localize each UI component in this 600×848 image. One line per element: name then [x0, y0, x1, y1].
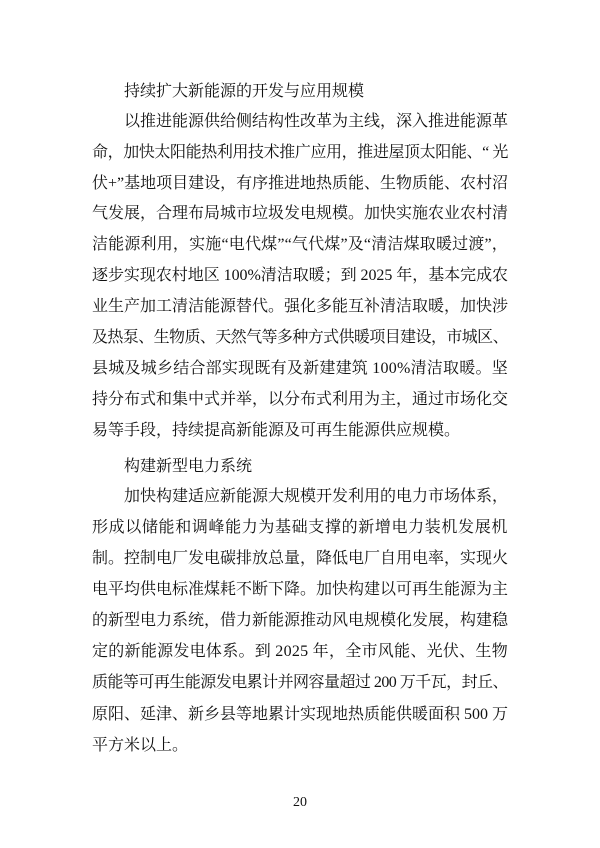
paragraph-line: 质能等可再生能源发电累计并网容量超过 200 万千瓦，封丘、 — [92, 674, 508, 691]
paragraph-line: 伏+”基地项目建设，有序推进地热质能、生物质能、农村沼 — [92, 175, 508, 192]
paragraph-line: 定的新能源发电体系。到 2025 年，全市风能、光伏、生物 — [92, 643, 508, 660]
paragraph-line: 洁能源利用，实施“电代煤”“气代煤”及“清洁煤取暖过渡”， — [92, 236, 508, 253]
paragraph-line: 气发展，合理布局城市垃圾发电规模。加快实施农业农村清 — [92, 205, 508, 222]
paragraph-line: 形成以储能和调峰能力为基础支撑的新增电力装机发展机 — [92, 519, 508, 536]
paragraph-line: 持分布式和集中式并举，以分布式利用为主，通过市场化交 — [92, 391, 508, 408]
page-number: 20 — [293, 795, 307, 810]
paragraph-line: 业生产加工清洁能源替代。强化多能互补清洁取暖，加快涉 — [92, 298, 508, 315]
paragraph-line: 命，加快太阳能热利用技术推广应用，推进屋顶太阳能、“ 光 — [92, 144, 508, 161]
paragraph-line: 及热泵、生物质、天然气等多种方式供暖项目建设，市城区、 — [92, 329, 508, 346]
paragraph-line: 制。控制电厂发电碳排放总量，降低电厂自用电率，实现火 — [92, 550, 508, 567]
section-heading: 持续扩大新能源的开发与应用规模 — [124, 81, 365, 100]
paragraph-line: 电平均供电标准煤耗不断下降。加快构建以可再生能源为主 — [92, 581, 508, 598]
paragraph-line: 易等手段，持续提高新能源及可再生能源供应规模。 — [92, 422, 461, 439]
paragraph-line: 县城及城乡结合部实现既有及新建建筑 100%清洁取暖。坚 — [92, 360, 508, 377]
paragraph-line: 以推进能源供给侧结构性改革为主线，深入推进能源革 — [124, 113, 508, 130]
section-heading: 构建新型电力系统 — [124, 456, 253, 475]
paragraph-line: 的新型电力系统，借力新能源推动风电规模化发展，构建稳 — [92, 612, 508, 629]
paragraph-line: 原阳、延津、新乡县等地累计实现地热质能供暖面积 500 万 — [92, 706, 508, 723]
paragraph-line: 逐步实现农村地区 100%清洁取暖；到 2025 年，基本完成农 — [92, 267, 508, 284]
paragraph-line: 平方米以上。 — [92, 737, 189, 754]
paragraph-line: 加快构建适应新能源大规模开发利用的电力市场体系， — [124, 488, 508, 505]
